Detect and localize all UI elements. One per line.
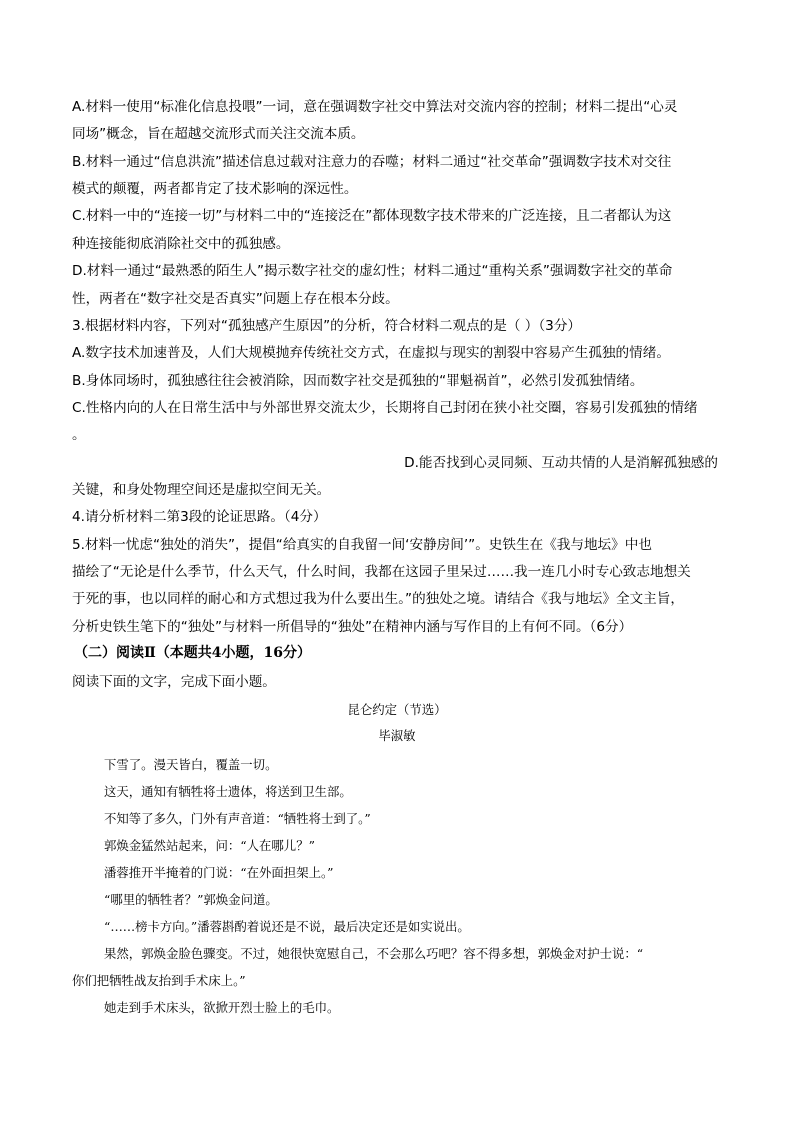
option-b-line-2: 模式的颠覆，两者都肯定了技术影响的深远性。 (72, 181, 358, 197)
question-5-line-1: 5.材料一忧虑“独处的消失”，提倡“给真实的自我留一间‘安静房间’”。史铁生在《我与地坛》中也 (72, 537, 652, 553)
story-paragraph-9: 她走到手术床头，欲掀开烈士脸上的毛巾。 (104, 1000, 340, 1015)
option-d-line-2: 性，两者在“数字社交是否真实”问题上存在根本分歧。 (72, 291, 399, 307)
question-3-option-d-line-1: D.能否找到心灵同频、互动共情的人是消解孤独感的 (404, 455, 718, 471)
question-5-line-4: 分析史铁生笔下的“独处”与材料一所倡导的“独处”在精神内涵与写作目的上有何不同。（6分） (72, 619, 633, 635)
question-3-stem: 3.根据材料内容，下列对“孤独感产生原因”的分析，符合材料二观点的是（ ）（3分） (72, 318, 582, 334)
question-5-line-2: 描绘了“无论是什么季节，什么天气，什么时间，我都在这园子里呆过……我一连几小时专心致志地想关 (72, 564, 691, 580)
question-3-option-d-line-2: 关键，和身处物理空间还是虚拟空间无关。 (72, 482, 331, 498)
option-a-line-2: 同场”概念，旨在超越交流形式而关注交流本质。 (72, 126, 365, 142)
story-paragraph-1: 下雪了。漫天皆白，覆盖一切。 (104, 757, 278, 772)
question-5-line-3: 于死的事，也以同样的耐心和方式想过我为什么要出生。”的独处之境。请结合《我与地坛》全文主旨， (72, 591, 684, 607)
story-paragraph-5: 潘蓉推开半掩着的门说：“在外面担架上。” (104, 865, 334, 880)
question-3-option-b: B.身体同场时，孤独感往往会被消除，因而数字社交是孤独的“罪魁祸首”，必然引发孤独情绪。 (72, 373, 644, 389)
option-c-line-2: 种连接能彻底消除社交中的孤独感。 (72, 236, 290, 252)
option-d-line-1: D.材料一通过“最熟悉的陌生人”揭示数字社交的虚幻性；材料二通过“重构关系”强调数字社交的革命 (72, 263, 673, 279)
story-author: 毕淑敏 (378, 728, 416, 743)
story-paragraph-3: 不知等了多久，门外有声音道：“牺牲将士到了。” (104, 811, 371, 826)
question-4-stem: 4.请分析材料二第3段的论证思路。（4分） (72, 509, 327, 525)
question-3-option-c-line-2: 。 (72, 427, 86, 443)
question-3-option-c-line-1: C.性格内向的人在日常生活中与外部世界交流太少，长期将自己封闭在狭小社交圈，容易引发孤独的情绪 (72, 400, 698, 416)
option-a-line-1: A.材料一使用“标准化信息投喂”一词，意在强调数字社交中算法对交流内容的控制；材料二提出“心灵 (72, 99, 678, 115)
question-3-option-a: A.数字技术加速普及，人们大规模抛弃传统社交方式，在虚拟与现实的割裂中容易产生孤独的情绪。 (72, 345, 670, 361)
section-instruction: 阅读下面的文字，完成下面小题。 (72, 674, 276, 690)
story-paragraph-2: 这天，通知有牺牲将士遗体，将送到卫生部。 (104, 784, 352, 799)
story-paragraph-6: “哪里的牺牲者？”郭焕金问道。 (104, 892, 278, 907)
story-paragraph-8-line-2: 你们把牺牲战友抬到手术床上。” (72, 973, 246, 988)
section-heading: （二）阅读Ⅱ（本题共4小题，16分） (74, 645, 312, 661)
story-paragraph-7: “……榜卡方向。”潘蓉斟酌着说还是不说，最后决定还是如实说出。 (104, 919, 470, 934)
option-b-line-1: B.材料一通过“信息洪流”描述信息过载对注意力的吞噬；材料二通过“社交革命”强调数字技术对交往 (72, 154, 672, 170)
story-paragraph-4: 郭焕金猛然站起来，问：“人在哪儿？” (104, 838, 315, 853)
story-paragraph-8-line-1: 果然，郭焕金脸色骤变。不过，她很快宽慰自己，不会那么巧吧？容不得多想，郭焕金对护士说：“ (104, 946, 644, 961)
story-title: 昆仑约定（节选） (347, 702, 447, 717)
option-c-line-1: C.材料一中的“连接一切”与材料二中的“连接泛在”都体现数字技术带来的广泛连接，且二者都认为这 (72, 208, 672, 224)
